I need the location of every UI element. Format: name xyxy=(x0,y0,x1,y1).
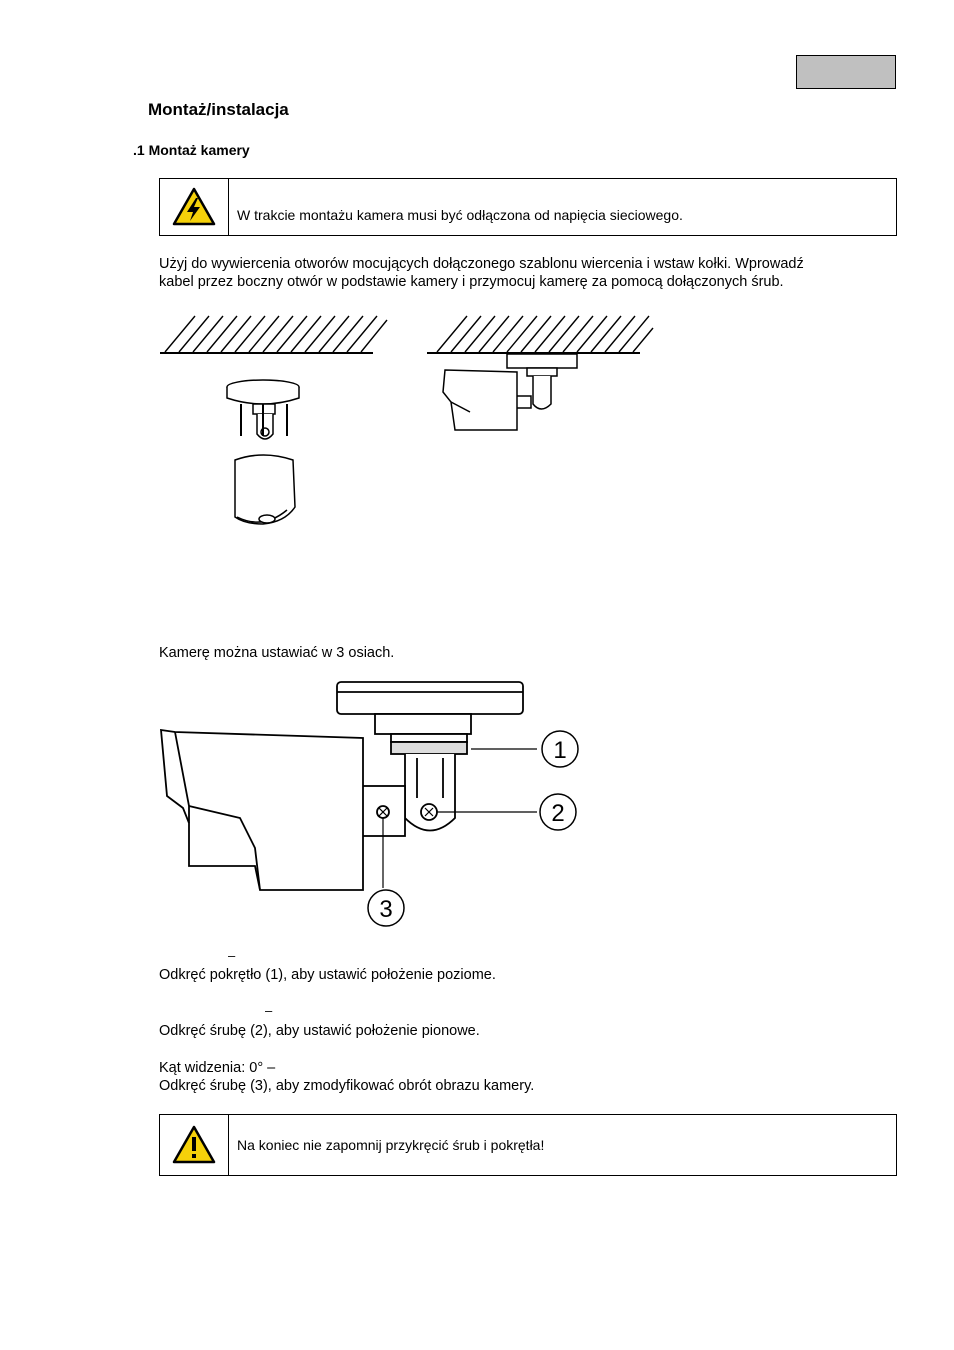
electric-warning-icon xyxy=(160,179,229,235)
section-subtitle: .1 Montaż kamery xyxy=(133,142,250,158)
section-title: Montaż/instalacja xyxy=(148,100,289,119)
mounting-instructions: Użyj do wywiercenia otworów mocujących dołączonego szablonu wiercenia i wstaw kołki. Wprowadź kabel przez boczny otwór w podstawie kamery i przymocuj kamerę za pomocą dołączonych śrub. xyxy=(159,256,804,290)
final-warning-note xyxy=(159,1114,897,1176)
dash-1: – xyxy=(228,948,236,963)
camera-adjustment-figure xyxy=(155,678,595,933)
callout-2: 2 xyxy=(551,800,565,827)
view-angle-text: Kąt widzenia: 0° – xyxy=(159,1060,276,1076)
warning-triangle-icon xyxy=(160,1115,229,1175)
language-tab-box xyxy=(796,55,896,89)
horizontal-adjust-text: Odkręć pokrętło (1), aby ustawić położenie poziome. xyxy=(159,967,496,983)
vertical-adjust-text: Odkręć śrubę (2), aby ustawić położenie pionowe. xyxy=(159,1023,480,1039)
callout-1: 1 xyxy=(553,737,567,764)
mounted-camera-figure xyxy=(425,312,665,437)
final-warning-text: Na koniec nie zapomnij przykręcić śrub i pokrętła! xyxy=(237,1137,545,1153)
power-warning-text: W trakcie montażu kamera musi być odłączona od napięcia sieciowego. xyxy=(237,207,683,223)
axes-paragraph: Kamerę można ustawiać w 3 osiach. xyxy=(159,645,395,661)
callout-3: 3 xyxy=(379,896,393,923)
rotation-adjust-text: Odkręć śrubę (3), aby zmodyfikować obrót obrazu kamery. xyxy=(159,1078,535,1094)
power-warning-note xyxy=(159,178,897,236)
mounting-exploded-figure xyxy=(155,312,395,547)
dash-2: – xyxy=(265,1003,273,1018)
